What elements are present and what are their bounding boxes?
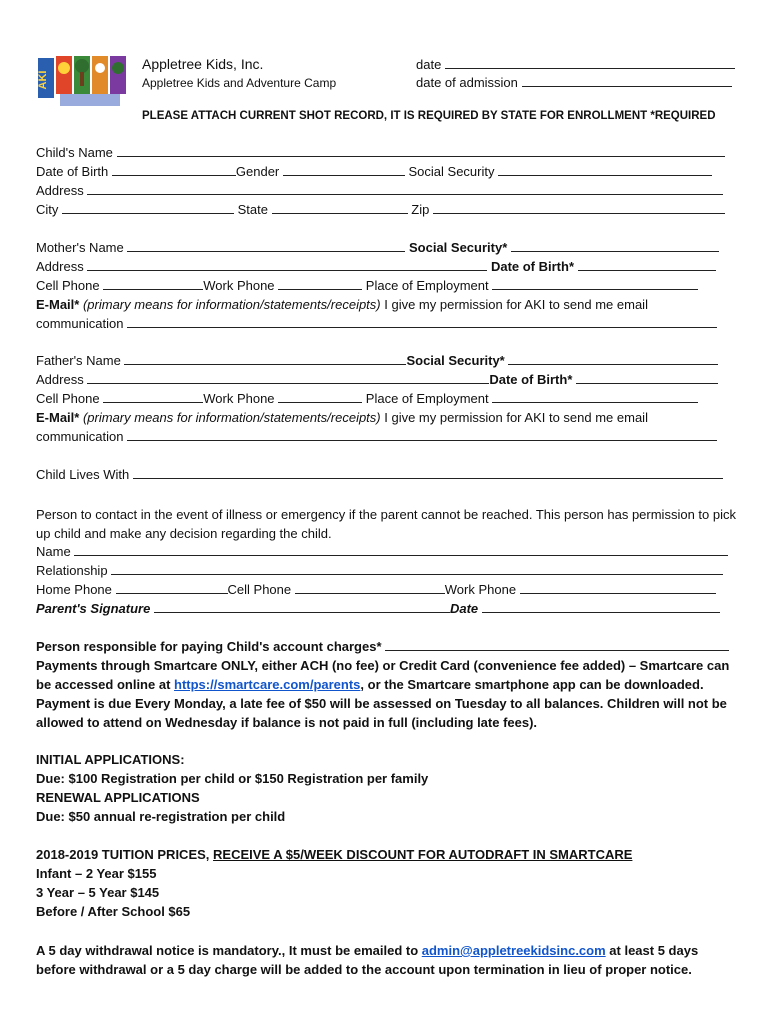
lives-with-line[interactable] <box>133 466 723 479</box>
emergency-home-line[interactable] <box>116 581 228 594</box>
father-cell-label: Cell Phone <box>36 391 100 406</box>
payment-responsible-row[interactable] <box>36 638 730 656</box>
tuition-heading: 2018-2019 TUITION PRICES, <box>36 847 210 862</box>
relationship-row[interactable] <box>36 562 730 580</box>
father-email-note: (primary means for information/statements/receipts) <box>82 410 381 425</box>
emergency-phone-row[interactable] <box>36 581 730 599</box>
father-email-row <box>36 409 730 427</box>
father-email-permission: I give my permission for AKI to send me email <box>384 410 648 425</box>
withdrawal-notice <box>36 941 736 979</box>
renewal-applications-heading: RENEWAL APPLICATIONS <box>36 790 200 805</box>
father-address-row[interactable] <box>36 371 730 389</box>
mother-phone-row[interactable] <box>36 277 730 295</box>
mother-name-row[interactable] <box>36 239 730 257</box>
mother-ssn-line[interactable] <box>511 239 719 252</box>
signature-row[interactable] <box>36 600 730 618</box>
father-dob-label: Date of Birth* <box>489 372 573 387</box>
father-name-label: Father's Name <box>36 353 121 368</box>
aki-logo <box>36 50 132 110</box>
father-cell-line[interactable] <box>103 390 203 403</box>
payment-text-a: Payments through Smartcare ONLY, either ACH (no fee) or Credit Card (convenience fee added) – Smartcare can be accessed online at <box>36 658 730 692</box>
child-state-line[interactable] <box>272 201 408 214</box>
date-field[interactable] <box>416 56 735 72</box>
logo-text: AKI <box>37 70 49 90</box>
child-ssn-line[interactable] <box>498 163 712 176</box>
mother-ssn-label: Social Security* <box>408 240 508 255</box>
signature-date-line[interactable] <box>482 600 720 613</box>
child-city-label: City <box>36 202 59 217</box>
father-email-line[interactable] <box>127 428 717 441</box>
child-city-row[interactable] <box>36 201 730 219</box>
date-line[interactable] <box>445 56 735 69</box>
lives-with-label: Child Lives With <box>36 467 130 482</box>
mother-address-row[interactable] <box>36 258 730 276</box>
signature-line[interactable] <box>154 600 450 613</box>
date-label: date <box>416 57 442 72</box>
emergency-intro: Person to contact in the event of illness or emergency if the parent cannot be reached. This person has permission to pick up child and make any decision regarding the child. <box>36 507 736 541</box>
mother-communication-label: communication <box>36 316 124 331</box>
mother-email-note: (primary means for information/statements/receipts) <box>82 297 381 312</box>
emergency-cell-line[interactable] <box>295 581 445 594</box>
emergency-home-label: Home Phone <box>36 582 112 597</box>
signature-label: Parent's Signature <box>36 601 151 616</box>
child-address-row[interactable] <box>36 182 730 200</box>
child-state-label: State <box>237 202 268 217</box>
mother-employment-line[interactable] <box>492 277 698 290</box>
child-dob-label: Date of Birth <box>36 164 109 179</box>
father-name-row[interactable] <box>36 352 730 370</box>
father-communication-row[interactable] <box>36 428 730 446</box>
emergency-name-line[interactable] <box>74 543 728 556</box>
company-name: Appletree Kids, Inc. <box>142 56 264 72</box>
payment-responsible-label: Person responsible for paying Child's account charges* <box>36 639 382 654</box>
child-name-row[interactable] <box>36 144 730 162</box>
autodraft-discount: RECEIVE A $5/WEEK DISCOUNT FOR AUTODRAFT IN SMARTCARE <box>213 847 633 862</box>
father-email-label: E-Mail* <box>36 410 80 425</box>
father-phone-row[interactable] <box>36 390 730 408</box>
mother-dob-line[interactable] <box>578 258 716 271</box>
child-zip-label: Zip <box>411 202 430 217</box>
mother-dob-label: Date of Birth* <box>490 259 575 274</box>
admission-date-label: date of admission <box>416 75 518 90</box>
mother-employment-label: Place of Employment <box>365 278 489 293</box>
payment-text-b: , or the Smartcare smartphone app can be downloaded. Payment is due Every Monday, a late fee of $50 will be assessed on Tuesday to all balances. Children will not be allowed to attend on Wednesday if balance is not paid in full (including late fees). <box>36 677 727 730</box>
tuition-three-five: 3 Year – 5 Year $145 <box>36 885 160 900</box>
father-dob-line[interactable] <box>576 371 718 384</box>
company-subtitle: Appletree Kids and Adventure Camp <box>142 76 337 90</box>
mother-address-label: Address <box>36 259 84 274</box>
emergency-name-label: Name <box>36 544 71 559</box>
mother-name-line[interactable] <box>127 239 405 252</box>
emergency-name-row[interactable] <box>36 543 730 561</box>
initial-applications-due: Due: $100 Registration per child or $150 Registration per family <box>36 771 429 786</box>
child-gender-line[interactable] <box>283 163 405 176</box>
tuition-infant: Infant – 2 Year $155 <box>36 866 157 881</box>
relationship-line[interactable] <box>111 562 723 575</box>
tuition-heading-row <box>36 847 632 862</box>
child-address-label: Address <box>36 183 84 198</box>
withdrawal-text-a: A 5 day withdrawal notice is mandatory., It must be emailed to <box>36 943 422 958</box>
child-dob-row[interactable] <box>36 163 730 181</box>
child-ssn-label: Social Security <box>408 164 495 179</box>
payment-responsible-line[interactable] <box>385 638 729 651</box>
initial-applications-heading: INITIAL APPLICATIONS: <box>36 752 185 767</box>
child-name-line[interactable] <box>117 144 725 157</box>
emergency-work-line[interactable] <box>520 581 716 594</box>
admission-date-field[interactable] <box>416 74 732 90</box>
emergency-cell-label: Cell Phone <box>227 582 292 597</box>
father-name-line[interactable] <box>124 352 406 365</box>
father-communication-label: communication <box>36 429 124 444</box>
child-zip-line[interactable] <box>433 201 725 214</box>
mother-cell-label: Cell Phone <box>36 278 100 293</box>
father-employment-line[interactable] <box>492 390 698 403</box>
father-work-line[interactable] <box>278 390 362 403</box>
mother-work-line[interactable] <box>278 277 362 290</box>
renewal-applications-due: Due: $50 annual re-registration per child <box>36 809 286 824</box>
shot-record-notice: PLEASE ATTACH CURRENT SHOT RECORD, IT IS REQUIRED BY STATE FOR ENROLLMENT *REQUIRED <box>142 110 716 122</box>
child-name-label: Child's Name <box>36 145 113 160</box>
mother-name-label: Mother's Name <box>36 240 124 255</box>
father-ssn-line[interactable] <box>508 352 718 365</box>
father-address-label: Address <box>36 372 84 387</box>
emergency-work-label: Work Phone <box>444 582 517 597</box>
child-dob-line[interactable] <box>112 163 236 176</box>
mother-email-label: E-Mail* <box>36 297 80 312</box>
mother-address-line[interactable] <box>87 258 487 271</box>
child-address-line[interactable] <box>87 182 723 195</box>
mother-email-row <box>36 296 730 314</box>
relationship-label: Relationship <box>36 563 108 578</box>
lives-with-row[interactable] <box>36 466 730 484</box>
withdrawal-text-b: at least 5 days before withdrawal or a 5 day charge will be added to the account upon termination in lieu of proper notice. <box>36 943 699 977</box>
mother-cell-line[interactable] <box>103 277 203 290</box>
tuition-school: Before / After School $65 <box>36 904 191 919</box>
admin-email-link[interactable]: admin@appletreekidsinc.com <box>421 943 606 958</box>
payment-terms <box>36 656 736 732</box>
father-employment-label: Place of Employment <box>365 391 489 406</box>
child-gender-label: Gender <box>235 164 280 179</box>
father-address-line[interactable] <box>87 371 489 384</box>
mother-email-permission: I give my permission for AKI to send me email <box>384 297 648 312</box>
father-ssn-label: Social Security* <box>406 353 505 368</box>
mother-communication-row[interactable] <box>36 315 730 333</box>
father-work-label: Work Phone <box>203 391 275 406</box>
mother-email-line[interactable] <box>127 315 717 328</box>
signature-date-label: Date <box>449 601 479 616</box>
admission-date-line[interactable] <box>522 74 732 87</box>
smartcare-link[interactable]: https://smartcare.com/parents <box>174 677 361 692</box>
mother-work-label: Work Phone <box>203 278 275 293</box>
child-city-line[interactable] <box>62 201 234 214</box>
